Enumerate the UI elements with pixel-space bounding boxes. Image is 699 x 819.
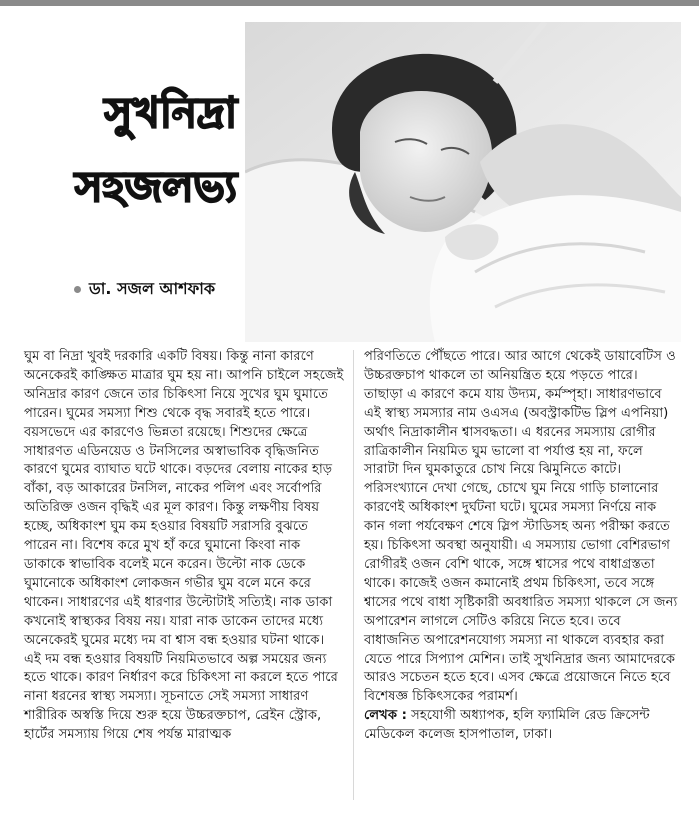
headline	[52, 76, 237, 224]
headline-line-1: সুখনিদ্রা	[104, 88, 237, 137]
article-text-right: পরিণতিতে পৌঁছতে পারে। আর আগে থেকেই ডায়াবেটিস ও উচ্চরক্তচাপ থাকলে তা অনিয়ন্ত্রিত হয়ে পড়তে পারে। তাছাড়া এ কারণে কমে যায় উদ্যম, কর্মস্পৃহা। সাধারণভাবে এই স্বাস্থ্য সমস্যার নাম ওএসএ (অবস্ট্রাকটিভ স্লিপ এপনিয়া) অর্থাৎ নিদ্রাকালীন শ্বাসবদ্ধতা। এ ধরনের সমস্যায় রোগীর রাত্রিকালীন নিয়মিত ঘুম ভালো বা পর্যাপ্ত হয় না, ফলে সারাটা দিন ঘুমকাতুরে চোখ নিয়ে ঝিমুনিতে কাটে। পরিসংখ্যানে দেখা গেছে, চোখে ঘুম নিয়ে গাড়ি চালানোর কারণেই অধিকাংশ দুর্ঘটনা ঘটে। ঘুমের সমস্যা নির্ণয়ে নাক কান গলা পর্যবেক্ষণ শেষে স্লিপ স্টাডিসহ অন্য পরীক্ষা করতে হয়। চিকিৎসা অবস্থা অনুযায়ী। এ সমস্যায় ভোগা বেশিরভাগ রোগীরই ওজন বেশি থাকে, সঙ্গে শ্বাসের পথে বাধাগ্রস্ততা থাকে। কাজেই ওজন কমানোই প্রথম চিকিৎসা, তবে সঙ্গে শ্বাসের পথে বাধা সৃষ্টিকারী অবধারিত সমস্যা থাকলে সে জন্য অপারেশন লাগলে সেটিও করিয়ে নিতে হবে। তবে বাধাজনিত অপারেশনযোগ্য সমস্যা না থাকলে ব্যবহার করা যেতে পারে সিপ্যাপ মেশিন। তাই সুখনিদ্রার জন্য আমাদেরকে আরও সচেতন হতে হবে। এসব ক্ষেত্রে প্রয়োজনে নিতে হবে বিশেষজ্ঞ চিকিৎসকের পরামর্শ।	[364, 349, 678, 705]
article-column-left	[24, 348, 344, 745]
article-column-right	[364, 348, 680, 745]
byline	[74, 276, 215, 303]
headline-line-2: সহজলভ্য	[74, 162, 237, 211]
author-name: ডা. সজল আশফাক	[89, 279, 216, 298]
writer-credit	[364, 707, 680, 745]
bullet-icon	[74, 286, 81, 293]
article-text-left: ঘুম বা নিদ্রা খুবই দরকারি একটি বিষয়। কিন্তু নানা কারণে অনেকেরই কাঙ্ক্ষিত মাত্রার ঘুম হয় না। আপনি চাইলে সহজেই অনিদ্রার কারণ জেনে তার চিকিৎসা নিয়ে সুখের ঘুম ঘুমাতে পারেন। ঘুমের সমস্যা শিশু থেকে বৃদ্ধ সবারই হতে পারে। বয়সভেদে এর কারণেও ভিন্নতা রয়েছে। শিশুদের ক্ষেত্রে সাধারণত এডিনয়েড ও টনসিলের অস্বাভাবিক বৃদ্ধিজনিত কারণে ঘুমের ব্যাঘাত ঘটে থাকে। বড়দের বেলায় নাকের হাড় বাঁকা, বড় আকারের টনসিল, নাকের পলিপ এবং সর্বোপরি অতিরিক্ত ওজন বৃদ্ধিই এর মূল কারণ। কিন্তু লক্ষণীয় বিষয় হচ্ছে, অধিকাংশ ঘুম কম হওয়ার বিষয়টি সরাসরি বুঝতে পারেন না। বিশেষ করে মুখ হাঁ করে ঘুমানো কিংবা নাক ডাকাকে স্বাভাবিক বলেই মনে করেন। উল্টো নাক ডেকে ঘুমানোকে অধিকাংশ লোকজন গভীর ঘুম বলে মনে করে থাকেন। সাধারণের এই ধারণার উল্টোটাই সত্যিই। নাক ডাকা কখনোই স্বাস্থ্যকর বিষয় নয়। যারা নাক ডাকেন তাদের মধ্যে অনেকেরই ঘুমের মধ্যে দম বা শ্বাস বন্ধ হওয়ার ঘটনা থাকে। এই দম বন্ধ হওয়ার বিষয়টি নিয়মিতভাবে অল্প সময়ের জন্য হতে থাকে। কারণ নির্ধারণ করে চিকিৎসা না করলে হতে পারে নানা ধরনের স্বাস্থ্য সমস্যা। সূচনাতে সেই সমস্যা সাধারণ শারীরিক অস্বস্তি দিয়ে শুরু হয়ে উচ্চরক্তচাপ, ব্রেইন স্ট্রোক, হার্টের সমস্যায় গিয়ে শেষ পর্যন্ত মারাত্মক	[24, 349, 344, 743]
writer-info: সহযোগী অধ্যাপক, হলি ফ্যামিলি রেড ক্রিসেন্ট মেডিকেল কলেজ হাসপাতাল, ঢাকা।	[364, 708, 650, 743]
top-rule	[0, 0, 699, 6]
writer-label: লেখক :	[364, 708, 407, 724]
woman-sleeping-on-pillow-photo	[245, 22, 681, 342]
column-divider	[353, 350, 354, 800]
